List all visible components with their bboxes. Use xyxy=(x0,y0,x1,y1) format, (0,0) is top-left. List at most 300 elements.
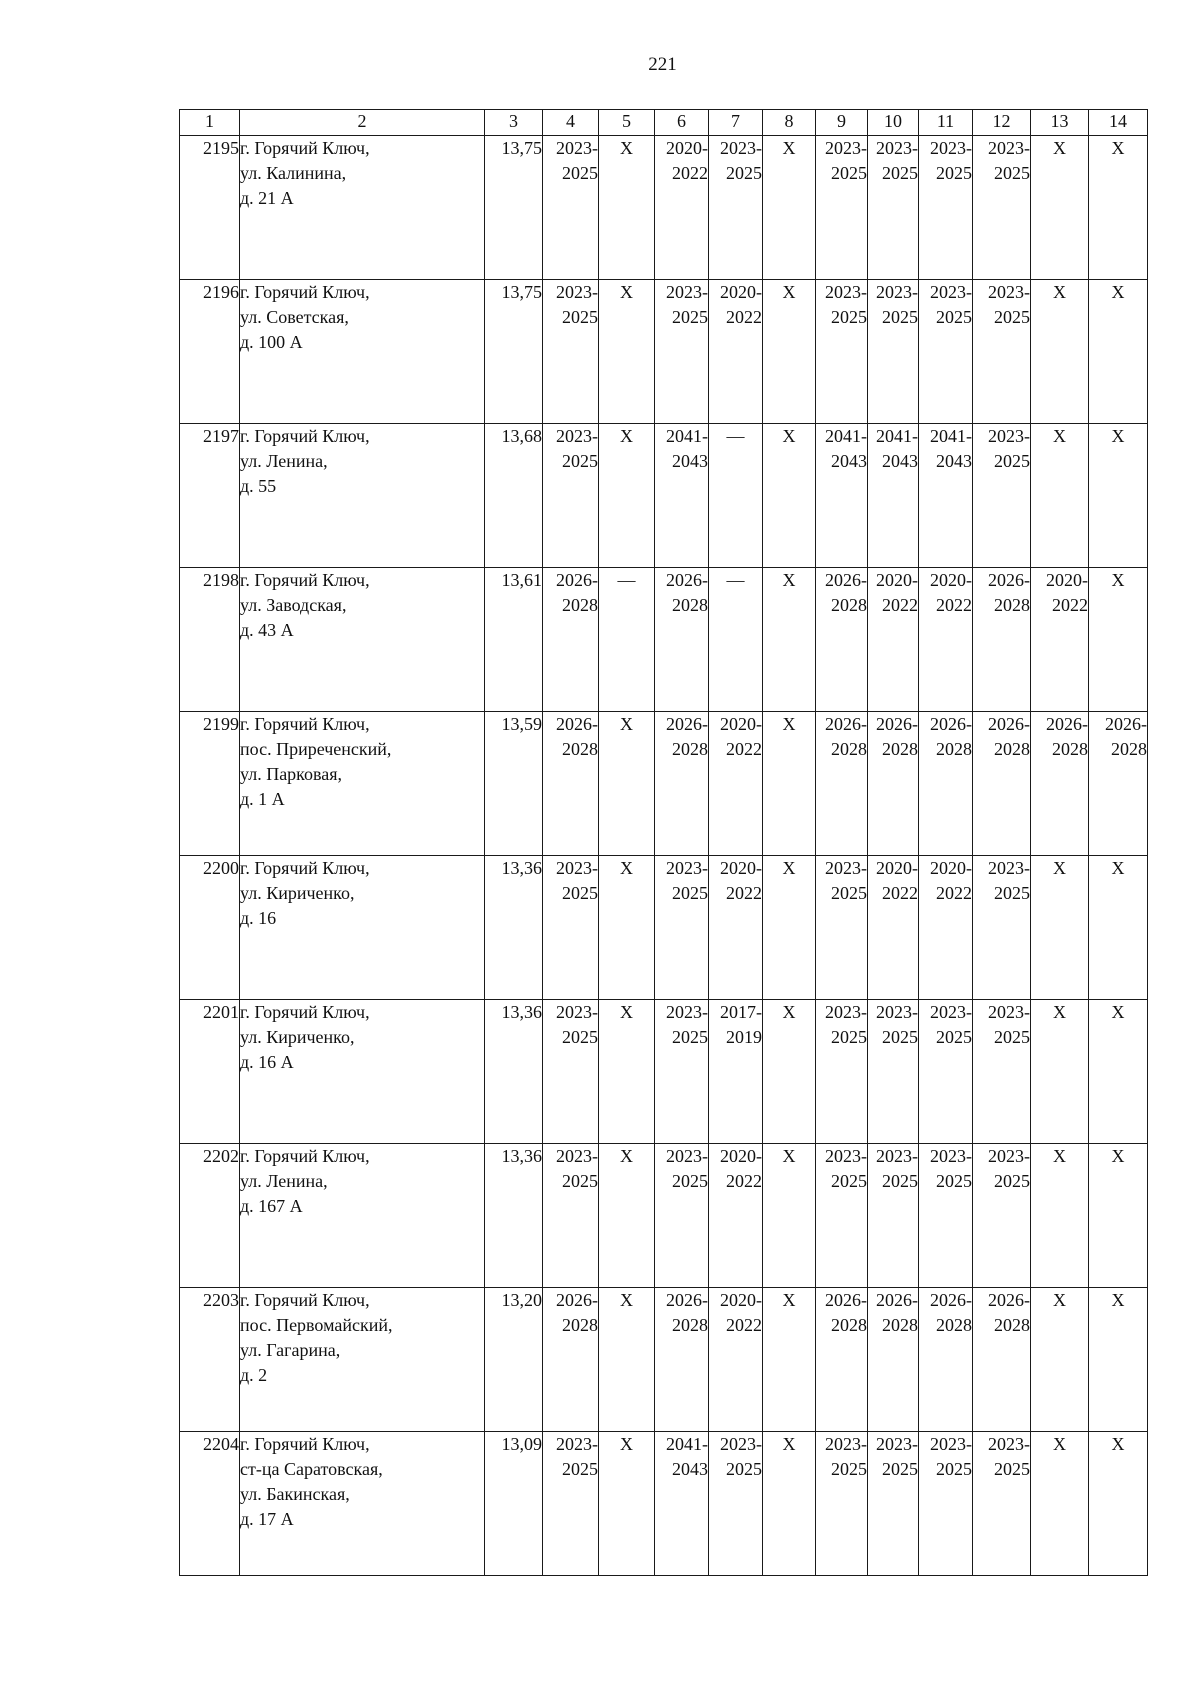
cell-line: 2026- xyxy=(825,714,867,734)
row-number: 2200 xyxy=(180,856,240,1000)
cell-col-5: Х xyxy=(599,1432,655,1576)
cell-col-9 xyxy=(816,1000,868,1144)
cell-line: 2025 xyxy=(831,1171,867,1191)
cell-col-5: Х xyxy=(599,1288,655,1432)
cell-col-13: Х xyxy=(1031,424,1089,568)
row-number: 2204 xyxy=(180,1432,240,1576)
cell-line: 2023- xyxy=(556,138,598,158)
cell-col-5: Х xyxy=(599,712,655,856)
cell-line: 2025 xyxy=(936,163,972,183)
cell-col-11 xyxy=(919,568,973,712)
cell-line: 2023- xyxy=(876,138,918,158)
cell-line: 2043 xyxy=(672,1459,708,1479)
cell-col-4 xyxy=(543,1000,599,1144)
cell-col-3: 13,09 xyxy=(485,1432,543,1576)
cell-col-7: — xyxy=(709,568,763,712)
cell-col-11 xyxy=(919,280,973,424)
cell-col-11 xyxy=(919,1432,973,1576)
cell-col-12 xyxy=(973,1144,1031,1288)
cell-line: 2025 xyxy=(726,1459,762,1479)
cell-line: г. Горячий Ключ, xyxy=(240,570,370,590)
cell-col-4 xyxy=(543,136,599,280)
cell-line: д. 16 xyxy=(240,908,277,928)
cell-line: 2023- xyxy=(876,1146,918,1166)
cell-line: 2025 xyxy=(994,307,1030,327)
cell-line: 2025 xyxy=(562,307,598,327)
table-body xyxy=(180,136,1148,1576)
cell-line: 2026- xyxy=(988,570,1030,590)
cell-line: г. Горячий Ключ, xyxy=(240,1146,370,1166)
cell-line: 2028 xyxy=(936,1315,972,1335)
address-cell xyxy=(240,712,485,856)
cell-line: 2026- xyxy=(930,714,972,734)
cell-line: 2023- xyxy=(825,282,867,302)
cell-line: 2023- xyxy=(556,1146,598,1166)
column-header-13: 13 xyxy=(1031,110,1089,136)
cell-line: 2025 xyxy=(936,1459,972,1479)
cell-line: 2023- xyxy=(825,1434,867,1454)
cell-col-11 xyxy=(919,712,973,856)
cell-line: 2028 xyxy=(1052,739,1088,759)
table-row xyxy=(180,712,1148,856)
cell-col-12 xyxy=(973,856,1031,1000)
cell-line: 2025 xyxy=(562,451,598,471)
cell-line: 2026- xyxy=(666,1290,708,1310)
cell-line: 2025 xyxy=(882,307,918,327)
cell-col-7 xyxy=(709,712,763,856)
cell-col-8: Х xyxy=(763,1288,816,1432)
cell-line: 2025 xyxy=(672,883,708,903)
cell-line: 2025 xyxy=(672,1171,708,1191)
cell-col-11 xyxy=(919,136,973,280)
cell-col-8: Х xyxy=(763,1000,816,1144)
cell-col-14: Х xyxy=(1089,1432,1148,1576)
cell-line: 2026- xyxy=(825,570,867,590)
cell-col-6 xyxy=(655,712,709,856)
cell-line: 2025 xyxy=(562,1027,598,1047)
cell-line: 2020- xyxy=(720,1290,762,1310)
cell-line: 2028 xyxy=(831,739,867,759)
address-cell xyxy=(240,1288,485,1432)
cell-line: 2025 xyxy=(562,883,598,903)
cell-col-12 xyxy=(973,136,1031,280)
cell-line: д. 100 А xyxy=(240,332,303,352)
cell-col-14: Х xyxy=(1089,568,1148,712)
cell-line: д. 43 А xyxy=(240,620,294,640)
cell-col-5: — xyxy=(599,568,655,712)
cell-line: 2022 xyxy=(726,739,762,759)
row-number: 2198 xyxy=(180,568,240,712)
cell-col-5: Х xyxy=(599,280,655,424)
cell-line: 2020- xyxy=(720,858,762,878)
cell-line: ул. Советская, xyxy=(240,307,349,327)
cell-col-10 xyxy=(868,1000,919,1144)
address-cell xyxy=(240,1432,485,1576)
table-row xyxy=(180,280,1148,424)
cell-col-11 xyxy=(919,1288,973,1432)
cell-col-7 xyxy=(709,1000,763,1144)
cell-line: 2028 xyxy=(994,595,1030,615)
cell-col-9 xyxy=(816,856,868,1000)
cell-line: 2025 xyxy=(562,1171,598,1191)
cell-line: 2022 xyxy=(936,883,972,903)
cell-line: 2023- xyxy=(666,1002,708,1022)
cell-col-9 xyxy=(816,1144,868,1288)
cell-col-13: Х xyxy=(1031,856,1089,1000)
cell-line: 2023- xyxy=(556,858,598,878)
cell-line: 2020- xyxy=(720,1146,762,1166)
cell-line: д. 2 xyxy=(240,1365,268,1385)
column-number-row xyxy=(180,110,1148,136)
cell-col-8: Х xyxy=(763,424,816,568)
cell-col-14: Х xyxy=(1089,1144,1148,1288)
cell-line: 2022 xyxy=(882,883,918,903)
cell-line: 2028 xyxy=(562,739,598,759)
cell-line: 2023- xyxy=(930,138,972,158)
column-header-12: 12 xyxy=(973,110,1031,136)
cell-line: г. Горячий Ключ, xyxy=(240,1002,370,1022)
cell-col-7 xyxy=(709,280,763,424)
cell-line: 2028 xyxy=(882,739,918,759)
cell-col-14: Х xyxy=(1089,280,1148,424)
cell-col-4 xyxy=(543,424,599,568)
cell-line: 2023- xyxy=(988,426,1030,446)
cell-line: 2020- xyxy=(930,570,972,590)
cell-line: д. 21 А xyxy=(240,188,294,208)
column-header-10: 10 xyxy=(868,110,919,136)
cell-line: пос. Первомайский, xyxy=(240,1315,393,1335)
cell-line: г. Горячий Ключ, xyxy=(240,858,370,878)
cell-col-11 xyxy=(919,856,973,1000)
cell-col-12 xyxy=(973,712,1031,856)
cell-col-4 xyxy=(543,280,599,424)
cell-line: ул. Парковая, xyxy=(240,764,343,784)
cell-col-8: Х xyxy=(763,712,816,856)
cell-line: 2026- xyxy=(988,714,1030,734)
cell-line: 2025 xyxy=(562,163,598,183)
address-cell xyxy=(240,856,485,1000)
table-row xyxy=(180,424,1148,568)
cell-line: 2023- xyxy=(720,1434,762,1454)
cell-line: 2028 xyxy=(672,1315,708,1335)
cell-line: 2026- xyxy=(1105,714,1147,734)
column-header-3: 3 xyxy=(485,110,543,136)
cell-col-3: 13,36 xyxy=(485,1144,543,1288)
cell-line: 2028 xyxy=(672,595,708,615)
cell-line: 2022 xyxy=(726,307,762,327)
cell-col-8: Х xyxy=(763,1144,816,1288)
table-row xyxy=(180,1288,1148,1432)
cell-line: 2023- xyxy=(556,282,598,302)
cell-line: 2041- xyxy=(825,426,867,446)
cell-col-9 xyxy=(816,280,868,424)
cell-col-4 xyxy=(543,1432,599,1576)
cell-line: 2020- xyxy=(930,858,972,878)
row-number: 2202 xyxy=(180,1144,240,1288)
cell-col-3: 13,61 xyxy=(485,568,543,712)
cell-col-10 xyxy=(868,1288,919,1432)
cell-col-3: 13,36 xyxy=(485,1000,543,1144)
cell-line: 2022 xyxy=(936,595,972,615)
cell-col-5: Х xyxy=(599,1000,655,1144)
cell-line: д. 167 А xyxy=(240,1196,303,1216)
cell-col-4 xyxy=(543,856,599,1000)
cell-col-10 xyxy=(868,856,919,1000)
cell-line: 2025 xyxy=(994,1459,1030,1479)
cell-line: 2025 xyxy=(672,307,708,327)
cell-col-13 xyxy=(1031,568,1089,712)
row-number: 2199 xyxy=(180,712,240,856)
cell-line: 2023- xyxy=(556,1002,598,1022)
cell-col-11 xyxy=(919,1144,973,1288)
cell-col-14: Х xyxy=(1089,1288,1148,1432)
cell-line: 2023- xyxy=(988,1002,1030,1022)
cell-line: 2022 xyxy=(726,1171,762,1191)
cell-line: 2025 xyxy=(936,1027,972,1047)
cell-col-14: Х xyxy=(1089,1000,1148,1144)
address-cell xyxy=(240,1000,485,1144)
cell-col-7: — xyxy=(709,424,763,568)
cell-col-5: Х xyxy=(599,424,655,568)
cell-line: ул. Ленина, xyxy=(240,451,328,471)
column-header-2: 2 xyxy=(240,110,485,136)
cell-line: 2043 xyxy=(672,451,708,471)
cell-line: 2028 xyxy=(994,739,1030,759)
cell-line: 2023- xyxy=(666,282,708,302)
cell-line: 2043 xyxy=(831,451,867,471)
cell-line: 2026- xyxy=(876,1290,918,1310)
cell-line: 2026- xyxy=(825,1290,867,1310)
row-number: 2196 xyxy=(180,280,240,424)
cell-col-4 xyxy=(543,1144,599,1288)
cell-line: 2025 xyxy=(831,307,867,327)
cell-col-9 xyxy=(816,568,868,712)
cell-col-12 xyxy=(973,1288,1031,1432)
cell-line: 2028 xyxy=(831,595,867,615)
cell-line: ул. Гагарина, xyxy=(240,1340,341,1360)
cell-line: г. Горячий Ключ, xyxy=(240,138,370,158)
cell-col-8: Х xyxy=(763,568,816,712)
cell-col-9 xyxy=(816,1432,868,1576)
cell-line: 2023- xyxy=(825,1146,867,1166)
cell-line: 2028 xyxy=(562,1315,598,1335)
cell-line: ул. Бакинская, xyxy=(240,1484,350,1504)
cell-line: 2023- xyxy=(666,858,708,878)
cell-line: 2020- xyxy=(720,282,762,302)
row-number: 2201 xyxy=(180,1000,240,1144)
cell-line: 2023- xyxy=(825,138,867,158)
cell-line: 2023- xyxy=(825,1002,867,1022)
cell-line: 2020- xyxy=(876,858,918,878)
cell-line: 2026- xyxy=(666,714,708,734)
cell-line: 2023- xyxy=(930,1146,972,1166)
cell-col-11 xyxy=(919,1000,973,1144)
cell-col-4 xyxy=(543,1288,599,1432)
cell-line: д. 16 А xyxy=(240,1052,294,1072)
cell-line: 2023- xyxy=(556,426,598,446)
cell-col-4 xyxy=(543,712,599,856)
cell-col-10 xyxy=(868,568,919,712)
row-number: 2203 xyxy=(180,1288,240,1432)
cell-line: 2025 xyxy=(831,1027,867,1047)
cell-line: 2022 xyxy=(726,1315,762,1335)
cell-col-9 xyxy=(816,136,868,280)
cell-line: д. 1 А xyxy=(240,789,285,809)
cell-line: 2028 xyxy=(831,1315,867,1335)
cell-col-6 xyxy=(655,856,709,1000)
cell-col-14: Х xyxy=(1089,136,1148,280)
cell-line: 2028 xyxy=(1111,739,1147,759)
column-header-7: 7 xyxy=(709,110,763,136)
cell-line: 2023- xyxy=(930,1002,972,1022)
cell-col-6 xyxy=(655,1000,709,1144)
cell-line: д. 17 А xyxy=(240,1509,294,1529)
cell-line: 2025 xyxy=(726,163,762,183)
cell-line: 2026- xyxy=(930,1290,972,1310)
cell-line: ул. Ленина, xyxy=(240,1171,328,1191)
cell-line: 2023- xyxy=(930,1434,972,1454)
cell-col-4 xyxy=(543,568,599,712)
row-number: 2197 xyxy=(180,424,240,568)
cell-line: 2023- xyxy=(720,138,762,158)
cell-col-6 xyxy=(655,1432,709,1576)
cell-line: 2028 xyxy=(994,1315,1030,1335)
cell-col-5: Х xyxy=(599,136,655,280)
cell-col-5: Х xyxy=(599,1144,655,1288)
cell-col-14: Х xyxy=(1089,424,1148,568)
cell-col-6 xyxy=(655,280,709,424)
cell-col-9 xyxy=(816,1288,868,1432)
cell-line: 2028 xyxy=(672,739,708,759)
cell-line: 2020- xyxy=(876,570,918,590)
cell-line: 2026- xyxy=(556,714,598,734)
cell-line: 2028 xyxy=(882,1315,918,1335)
cell-col-8: Х xyxy=(763,136,816,280)
cell-col-5: Х xyxy=(599,856,655,1000)
table-row xyxy=(180,1144,1148,1288)
cell-col-7 xyxy=(709,1144,763,1288)
cell-line: 2025 xyxy=(936,1171,972,1191)
address-cell xyxy=(240,424,485,568)
cell-col-10 xyxy=(868,712,919,856)
cell-col-12 xyxy=(973,568,1031,712)
cell-col-14: Х xyxy=(1089,856,1148,1000)
cell-line: д. 55 xyxy=(240,476,277,496)
cell-line: 2025 xyxy=(831,883,867,903)
table-row xyxy=(180,1432,1148,1576)
cell-col-13: Х xyxy=(1031,280,1089,424)
column-header-14: 14 xyxy=(1089,110,1148,136)
cell-line: 2026- xyxy=(988,1290,1030,1310)
cell-line: г. Горячий Ключ, xyxy=(240,1290,370,1310)
cell-line: 2023- xyxy=(988,282,1030,302)
table-row xyxy=(180,1000,1148,1144)
cell-col-7 xyxy=(709,856,763,1000)
cell-line: 2023- xyxy=(876,1434,918,1454)
cell-line: 2025 xyxy=(994,163,1030,183)
cell-line: пос. Приреченский, xyxy=(240,739,392,759)
cell-line: 2026- xyxy=(1046,714,1088,734)
cell-col-3: 13,20 xyxy=(485,1288,543,1432)
cell-line: 2041- xyxy=(666,426,708,446)
cell-col-12 xyxy=(973,1000,1031,1144)
column-header-9: 9 xyxy=(816,110,868,136)
cell-line: 2022 xyxy=(882,595,918,615)
cell-col-6 xyxy=(655,568,709,712)
column-header-8: 8 xyxy=(763,110,816,136)
column-header-6: 6 xyxy=(655,110,709,136)
cell-line: 2020- xyxy=(1046,570,1088,590)
cell-col-13: Х xyxy=(1031,136,1089,280)
cell-line: 2028 xyxy=(562,595,598,615)
cell-line: 2023- xyxy=(988,1434,1030,1454)
table-row xyxy=(180,136,1148,280)
table-row xyxy=(180,568,1148,712)
cell-col-10 xyxy=(868,136,919,280)
address-cell xyxy=(240,1144,485,1288)
cell-line: 2020- xyxy=(720,714,762,734)
cell-line: 2023- xyxy=(825,858,867,878)
cell-col-3: 13,75 xyxy=(485,136,543,280)
column-header-5: 5 xyxy=(599,110,655,136)
cell-line: ул. Кириченко, xyxy=(240,883,355,903)
cell-line: 2025 xyxy=(882,1027,918,1047)
cell-line: 2041- xyxy=(666,1434,708,1454)
cell-line: 2028 xyxy=(936,739,972,759)
cell-line: 2025 xyxy=(994,1027,1030,1047)
cell-col-14 xyxy=(1089,712,1148,856)
cell-line: 2026- xyxy=(876,714,918,734)
cell-col-7 xyxy=(709,1288,763,1432)
address-cell xyxy=(240,568,485,712)
cell-line: 2020- xyxy=(666,138,708,158)
cell-line: г. Горячий Ключ, xyxy=(240,1434,370,1454)
cell-line: 2022 xyxy=(726,883,762,903)
cell-col-9 xyxy=(816,712,868,856)
cell-line: 2023- xyxy=(930,282,972,302)
cell-line: г. Горячий Ключ, xyxy=(240,282,370,302)
cell-col-10 xyxy=(868,1432,919,1576)
cell-line: ул. Калинина, xyxy=(240,163,347,183)
cell-col-6 xyxy=(655,1288,709,1432)
cell-line: 2022 xyxy=(672,163,708,183)
cell-col-6 xyxy=(655,1144,709,1288)
cell-line: 2025 xyxy=(831,1459,867,1479)
cell-line: 2026- xyxy=(556,570,598,590)
cell-line: 2025 xyxy=(672,1027,708,1047)
address-cell xyxy=(240,136,485,280)
cell-line: г. Горячий Ключ, xyxy=(240,714,370,734)
cell-line: 2025 xyxy=(994,883,1030,903)
cell-line: ул. Заводская, xyxy=(240,595,347,615)
cell-line: 2023- xyxy=(666,1146,708,1166)
cell-line: 2017- xyxy=(720,1002,762,1022)
cell-col-13: Х xyxy=(1031,1000,1089,1144)
cell-col-10 xyxy=(868,1144,919,1288)
schedule-table xyxy=(179,109,1148,1576)
cell-line: ул. Кириченко, xyxy=(240,1027,355,1047)
cell-line: 2019 xyxy=(726,1027,762,1047)
cell-col-3: 13,75 xyxy=(485,280,543,424)
cell-col-8: Х xyxy=(763,280,816,424)
cell-col-6 xyxy=(655,136,709,280)
cell-line: 2023- xyxy=(876,282,918,302)
cell-col-13: Х xyxy=(1031,1144,1089,1288)
cell-col-3: 13,36 xyxy=(485,856,543,1000)
cell-line: 2023- xyxy=(988,858,1030,878)
cell-line: 2025 xyxy=(994,451,1030,471)
cell-col-12 xyxy=(973,280,1031,424)
